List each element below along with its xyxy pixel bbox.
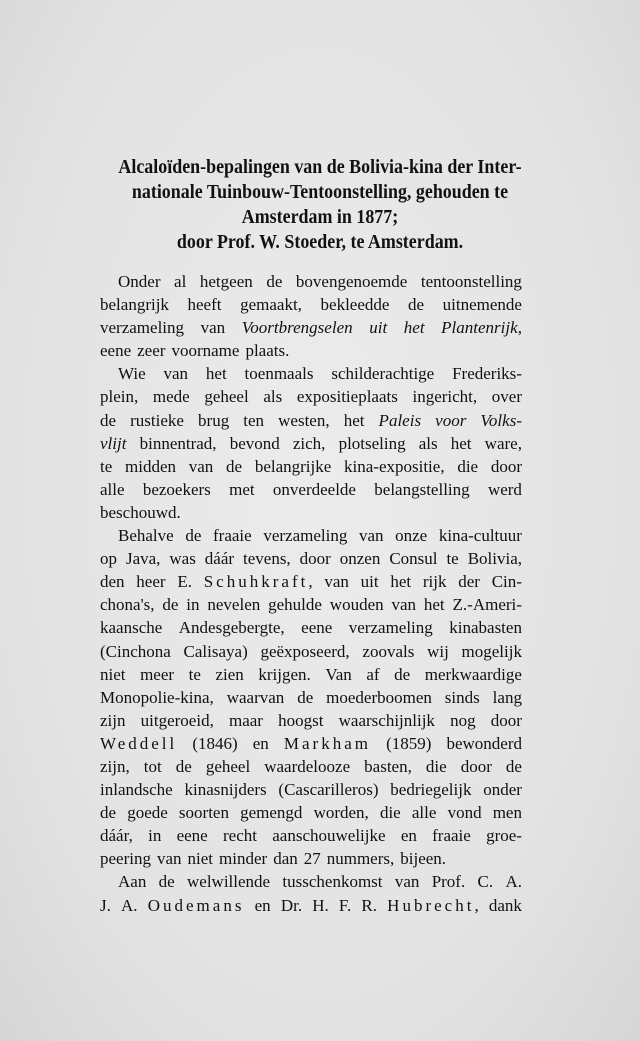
text-line <box>100 478 522 501</box>
word: belangrijk <box>100 295 169 315</box>
word: van <box>358 526 384 546</box>
word: het <box>450 433 472 453</box>
word: Onder <box>118 272 161 291</box>
text-line <box>100 616 522 639</box>
word: F. <box>338 895 352 915</box>
word: J. <box>100 895 111 915</box>
word: van <box>156 849 182 869</box>
text-line <box>100 824 522 847</box>
word: gehulde <box>268 595 322 615</box>
word: inlandsche <box>100 780 173 800</box>
word: Paleis <box>378 410 422 430</box>
title-line: door Prof. W. Stoeder, te Amsterdam. <box>176 232 464 253</box>
text-line <box>100 894 522 917</box>
word: belangrijke <box>254 456 332 476</box>
word: E. <box>177 572 192 592</box>
title-line: Amsterdam in 1877; <box>241 207 399 228</box>
word: kinasnijders <box>184 780 267 800</box>
word: en <box>400 826 417 846</box>
word: minder <box>219 849 268 869</box>
word: westen, <box>278 410 330 430</box>
word: den <box>100 572 125 592</box>
word: de <box>100 410 117 430</box>
word: verzameling <box>348 618 433 638</box>
word: de <box>226 456 243 476</box>
word: al <box>174 272 187 291</box>
word: (1846) <box>192 733 238 753</box>
word: beschouwd. <box>100 502 181 522</box>
word: mogelijk <box>461 641 522 661</box>
word: en <box>254 895 271 915</box>
word: hoogst <box>278 710 324 730</box>
word: worden, <box>313 803 369 823</box>
word: wouden <box>329 595 384 615</box>
text-line <box>100 732 522 755</box>
word: Schuhkraft, <box>203 572 313 592</box>
word: soorten <box>178 803 229 823</box>
word: vond <box>447 803 482 823</box>
word: het <box>205 364 227 384</box>
word: C. <box>477 872 494 892</box>
word: recht <box>223 826 257 846</box>
word: Frederiks- <box>452 364 522 384</box>
word: dáár <box>204 549 235 569</box>
word: de <box>158 872 175 892</box>
word: krijgen. <box>258 664 311 684</box>
word: de <box>185 526 202 546</box>
word: dan <box>273 849 298 869</box>
text-line <box>100 293 522 316</box>
word: vlijt <box>100 433 127 453</box>
word: meer <box>140 664 175 684</box>
word: uitgeroeid, <box>140 710 214 730</box>
word: de <box>266 272 283 291</box>
word: niet <box>100 664 126 684</box>
text-line <box>100 339 522 362</box>
word: van <box>188 456 214 476</box>
word: dank <box>488 895 522 915</box>
word: verzameling <box>100 318 185 338</box>
word: brug <box>198 410 230 430</box>
word: met <box>229 479 255 499</box>
word: onder <box>483 780 522 800</box>
word: ingericht, <box>412 387 478 407</box>
word: zoovals <box>362 641 415 661</box>
word: door <box>490 456 522 476</box>
word: bevond <box>229 433 280 453</box>
word: kinabasten <box>449 618 522 638</box>
text-line <box>100 455 522 478</box>
word: werd <box>487 479 522 499</box>
word: wij <box>427 641 449 661</box>
text-line <box>100 801 522 824</box>
word: in <box>148 826 162 846</box>
word: Voortbrengselen <box>241 318 353 338</box>
word: (Cascarilleros) <box>278 780 379 800</box>
text-line <box>100 593 522 616</box>
word: uit <box>360 572 379 592</box>
word: rustieke <box>130 410 184 430</box>
word: af <box>366 664 380 684</box>
word: geheel <box>204 387 249 407</box>
word: Weddell <box>100 733 178 753</box>
text-line <box>100 570 522 593</box>
word: de <box>505 756 522 776</box>
word: van <box>163 364 189 384</box>
word: Cin- <box>491 572 522 592</box>
word: dáár, <box>100 826 133 846</box>
word: te <box>446 549 459 569</box>
word: Monopolie-kina, <box>100 687 214 707</box>
word: H. <box>312 895 329 915</box>
text-line <box>100 640 522 663</box>
word: rijk <box>422 572 447 592</box>
word: (1859) <box>386 733 432 753</box>
word: Java, <box>125 549 161 569</box>
word: uit <box>369 318 388 338</box>
word: (Cinchona <box>100 641 171 661</box>
word: de <box>175 756 192 776</box>
word: merkwaardige <box>424 664 522 684</box>
word: A. <box>505 872 522 892</box>
word: kina-cultuur <box>438 526 522 546</box>
word: A. <box>121 895 138 915</box>
word: onverdeelde <box>272 479 356 499</box>
word: uitnemende <box>442 295 522 315</box>
title-line: nationale Tuinbouw-Tentoonstelling, gehouden te <box>131 182 509 203</box>
word: midden <box>125 456 177 476</box>
text-line <box>100 501 522 524</box>
text-line <box>100 385 522 408</box>
word: van <box>391 595 417 615</box>
word: aanschouwelijke <box>272 826 386 846</box>
word: voor <box>435 410 467 430</box>
word: het <box>390 572 412 592</box>
word: van <box>200 318 226 338</box>
word: lang <box>492 687 522 707</box>
word: op <box>100 549 117 569</box>
word: Van <box>325 664 352 684</box>
word: eene <box>176 826 208 846</box>
word: en <box>252 733 269 753</box>
word: de <box>408 295 425 315</box>
word: zich, <box>292 433 326 453</box>
word: schilderachtige <box>331 364 435 384</box>
word: sinds <box>444 687 480 707</box>
word: Bolivia, <box>467 549 522 569</box>
word: hetgeen <box>199 272 253 291</box>
word: men <box>492 803 522 823</box>
word: zijn <box>100 710 126 730</box>
word: als <box>418 433 438 453</box>
word: Dr. <box>280 895 303 915</box>
word: tentoonstelling <box>420 272 522 291</box>
text-line <box>100 409 522 432</box>
word: Prof. <box>431 872 466 892</box>
text-line <box>100 686 522 709</box>
word: bijeen. <box>400 849 447 869</box>
word: het <box>423 595 445 615</box>
article-title <box>118 155 523 255</box>
article-body <box>100 270 522 917</box>
word: te <box>188 664 201 684</box>
word: eene <box>100 341 132 361</box>
word: Markham <box>283 733 371 753</box>
word: der <box>458 572 480 592</box>
text-line <box>100 847 522 870</box>
word: fraaie <box>213 526 252 546</box>
word: heer <box>136 572 166 592</box>
word: de <box>162 595 179 615</box>
word: moederboomen <box>326 687 432 707</box>
title-line: Alcaloïden-bepalingen van de Bolivia-kina der Inter- <box>118 157 522 178</box>
word: expositieplaats <box>296 387 398 407</box>
word: zien <box>215 664 244 684</box>
text-line <box>100 755 522 778</box>
text-line <box>100 524 522 547</box>
word: nummers, <box>326 849 395 869</box>
word: geheel <box>205 756 251 776</box>
word: over <box>491 387 522 407</box>
word: zeer <box>137 341 166 361</box>
word: in <box>186 595 200 615</box>
word: door <box>460 756 492 776</box>
text-line <box>100 362 522 385</box>
word: was <box>169 549 196 569</box>
word: fraaie <box>432 826 471 846</box>
word: bekleedde <box>320 295 390 315</box>
word: eene <box>301 618 333 638</box>
word: nevelen <box>207 595 261 615</box>
word: tot <box>143 756 162 776</box>
word: van <box>324 572 349 592</box>
word: heeft <box>187 295 222 315</box>
text-line <box>100 270 522 293</box>
word: bewonderd <box>446 733 522 753</box>
word: basten, <box>364 756 412 776</box>
word: Calisaya) <box>183 641 248 661</box>
word: bezoekers <box>142 479 211 499</box>
word: toenmaals <box>244 364 314 384</box>
word: Wie <box>118 364 146 384</box>
word: van <box>394 872 420 892</box>
word: tusschenkomst <box>282 872 383 892</box>
word: plein, <box>100 387 139 407</box>
word: de <box>297 687 314 707</box>
text-line <box>100 870 522 893</box>
word: die <box>425 756 447 776</box>
word: mede <box>152 387 190 407</box>
word: chona's, <box>100 595 155 615</box>
word: niet <box>187 849 214 869</box>
word: Andesgebergte, <box>178 618 285 638</box>
word: Behalve <box>118 526 174 546</box>
text-line <box>100 432 522 455</box>
word: kina-expositie, <box>344 456 445 476</box>
word: onze <box>395 526 428 546</box>
word: tevens, <box>243 549 291 569</box>
word: kaansche <box>100 618 163 638</box>
word: belangstelling <box>374 479 470 499</box>
word: Plantenrijk, <box>441 318 522 338</box>
word: bedriegelijk <box>390 780 472 800</box>
word: 27 <box>303 849 321 869</box>
word: waardelooze <box>264 756 351 776</box>
word: Z.-Ameri- <box>452 595 522 615</box>
word: gemengd <box>240 803 303 823</box>
word: de <box>394 664 411 684</box>
word: te <box>100 456 113 476</box>
word: onzen <box>339 549 381 569</box>
word: ware, <box>484 433 522 453</box>
word: Volks- <box>480 410 522 430</box>
text-line <box>100 709 522 732</box>
word: verzameling <box>263 526 348 546</box>
text-line <box>100 316 522 339</box>
word: goede <box>127 803 168 823</box>
word: die <box>379 803 401 823</box>
word: maar <box>228 710 263 730</box>
word: plotseling <box>338 433 406 453</box>
word: gemaakt, <box>240 295 302 315</box>
word: als <box>263 387 283 407</box>
word: het <box>403 318 425 338</box>
word: de <box>100 803 117 823</box>
word: voorname <box>171 341 240 361</box>
word: zijn, <box>100 756 130 776</box>
word: ten <box>243 410 265 430</box>
word: binnentrad, <box>139 433 217 453</box>
word: door <box>299 549 331 569</box>
text-line <box>100 547 522 570</box>
word: alle <box>411 803 437 823</box>
word: Aan <box>118 872 147 892</box>
word: Hubrecht, <box>387 895 479 915</box>
word: waarvan <box>226 687 285 707</box>
word: welwillende <box>187 872 271 892</box>
word: groe- <box>486 826 522 846</box>
word: nog <box>450 710 476 730</box>
word: geëxposeerd, <box>260 641 350 661</box>
word: door <box>490 710 522 730</box>
word: R. <box>361 895 377 915</box>
text-line <box>100 663 522 686</box>
word: bovengenoemde <box>295 272 408 291</box>
word: het <box>343 410 365 430</box>
word: waarschijnlijk <box>338 710 435 730</box>
word: plaats. <box>245 341 290 361</box>
word: Oudemans <box>147 895 245 915</box>
text-line <box>100 778 522 801</box>
word: peering <box>100 849 151 869</box>
word: Consul <box>389 549 438 569</box>
word: alle <box>100 479 125 499</box>
word: die <box>457 456 479 476</box>
